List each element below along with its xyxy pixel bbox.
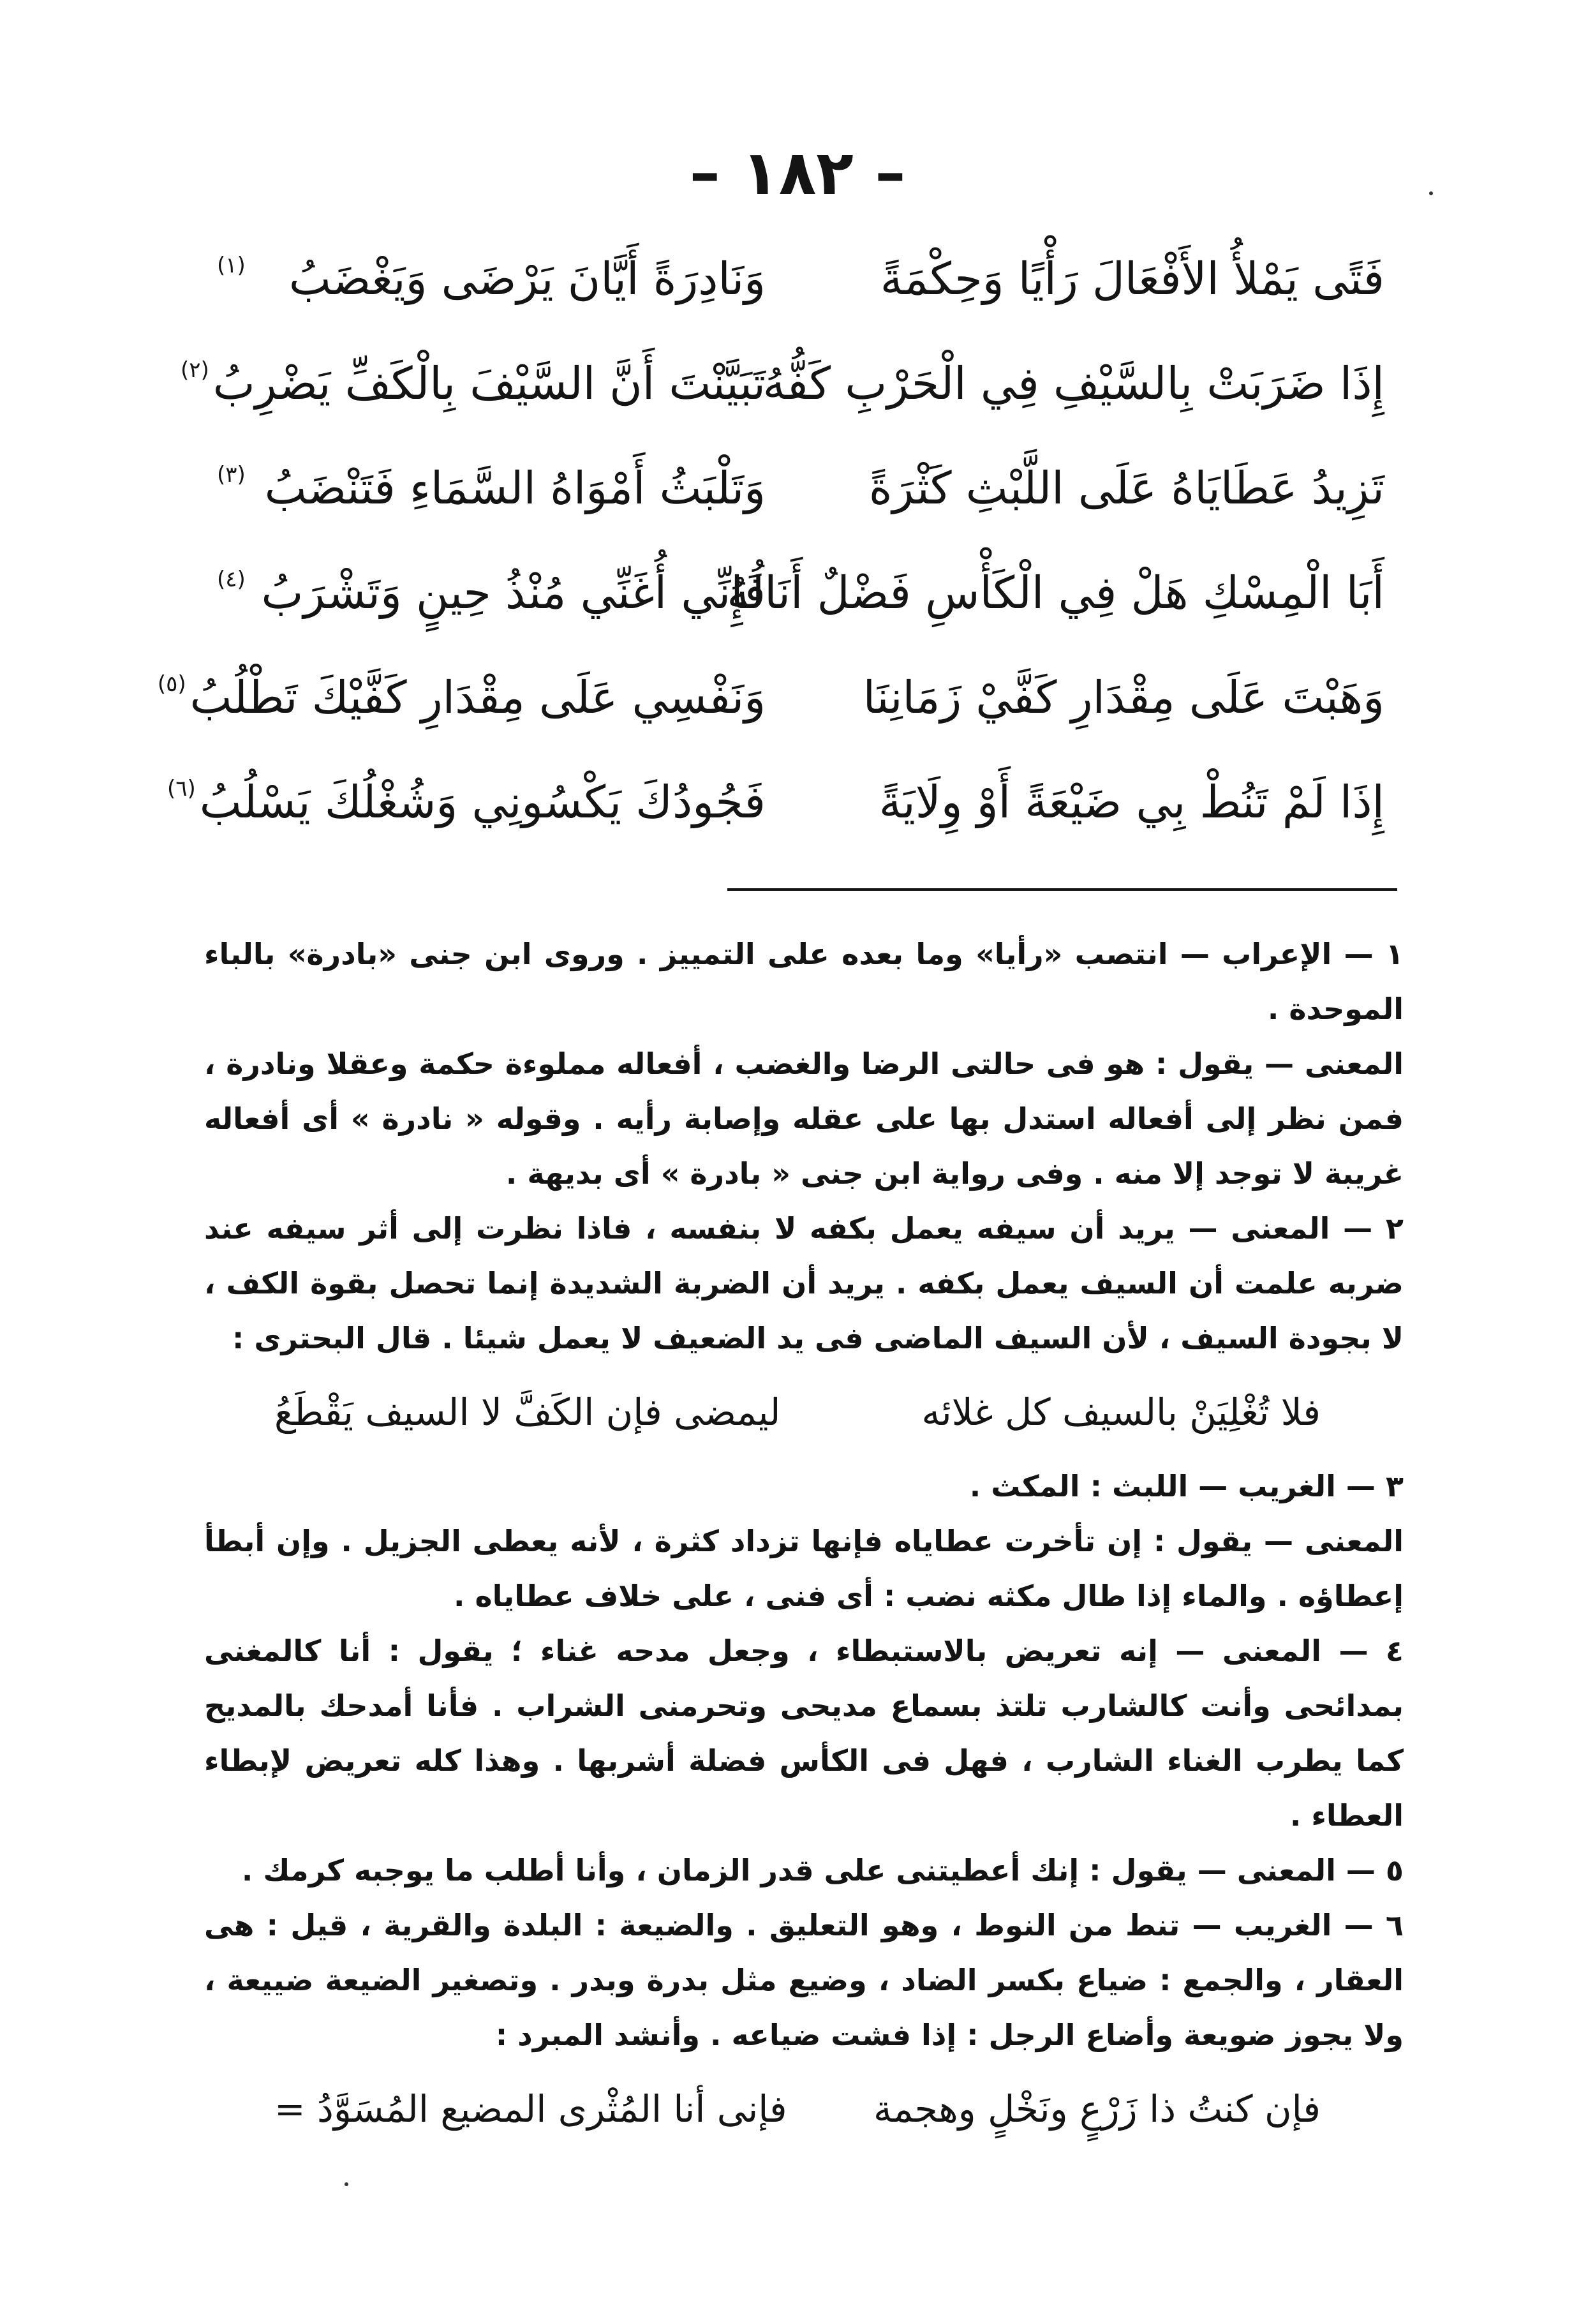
verse-3-second-text: وَتَلْبَثُ أَمْوَاهُ السَّمَاءِ فَتَنْضَبُ — [264, 462, 766, 514]
footnote-divider — [727, 888, 1397, 891]
footnote-ref-5: (٥) — [157, 671, 186, 697]
quote-mubarrad — [274, 2074, 1321, 2144]
poem-verses — [157, 227, 1384, 854]
quote-bohtori-first: فلا تُغْلِيَنْ بالسيف كل غلائه — [921, 1390, 1321, 1434]
verse-3-first-hemistich: تَزِيدُ عَطَايَاهُ عَلَى اللَّبْثِ كَثْرَةً — [868, 462, 1384, 514]
footnote-ref-1: (١) — [217, 253, 246, 278]
footnote-ref-4: (٤) — [217, 567, 246, 592]
footnote-ref-2: (٢) — [180, 357, 209, 383]
quote-mubarrad-first: فإن كنتُ ذا زَرْعٍ ونَخْلٍ وهجمة — [873, 2087, 1321, 2131]
footnotes — [204, 927, 1404, 2156]
quote-bohtori — [274, 1377, 1321, 1447]
footnote-1-grammar: ١ — الإعراب — انتصب «رأيا» وما بعده على التمييز . وروى ابن جنى «بادرة» بالباء الموحدة . — [204, 937, 1404, 1026]
verse-3-second-hemistich — [217, 462, 766, 514]
footnote-1-meaning: المعنى — يقول : هو فى حالتى الرضا والغضب ، أفعاله مملوءة حكمة وعقلا ونادرة ، فمن نظر إلى أفعاله استدل بها على عقله وإصابة رأيه . وقوله « نادرة » أى أفعاله غريبة لا توجد إلا منه . وفى رواية ابن جنى « بادرة » أى بديهة . — [204, 1047, 1404, 1191]
verse-5-first-hemistich: وَهَبْتَ عَلَى مِقْدَارِ كَفَّيْ زَمَانِنَا — [863, 671, 1384, 724]
verse-6-second-text: فَجُودُكَ يَكْسُونِي وَشُغْلُكَ يَسْلُبُ — [199, 776, 766, 828]
scan-speck — [1429, 191, 1433, 195]
verse-5-second-text: وَنَفْسِي عَلَى مِقْدَارِ كَفَّيْكَ تَطْلُبُ — [189, 671, 766, 724]
page-number: – ١٨٢ – — [689, 137, 906, 209]
verse-6-first-hemistich: إِذَا لَمْ تَنُطْ بِي ضَيْعَةً أَوْ وِلَايَةً — [879, 776, 1384, 828]
verse-4-first-hemistich: أَبَا الْمِسْكِ هَلْ فِي الْكَأْسِ فَضْلٌ أَنَالُهُ — [727, 567, 1384, 619]
verse-4 — [217, 540, 1384, 645]
footnote-ref-3: (٣) — [217, 462, 246, 488]
verse-2-second-text: تَبَيَّنْتَ أَنَّ السَّيْفَ بِالْكَفِّ يَضْرِبُ — [212, 357, 766, 410]
verse-2-second-hemistich — [180, 357, 766, 410]
verse-1-second-text: وَنَادِرَةً أَيَّانَ يَرْضَى وَيَغْضَبُ — [288, 253, 766, 305]
verse-1-second-hemistich — [217, 253, 766, 305]
quote-mubarrad-second: فإنى أنا المُثْرى المضيع المُسَوَّدُ = — [274, 2087, 787, 2131]
verse-1-first-hemistich: فَتًى يَمْلأُ الأَفْعَالَ رَأْيًا وَحِكْمَةً — [880, 253, 1384, 305]
footnote-6-vocabulary: ٦ — الغريب — تنط من النوط ، وهو التعليق . والضيعة : البلدة والقرية ، قيل : هى العقار ، والجمع : ضياع بكسر الضاد ، وضيع مثل بدرة وبدر . وتصغير الضيعة ضييعة ، ولا يجوز ضويعة وأضاع الرجل : إذا فشت ضياعه . وأنشد المبرد : — [204, 1908, 1404, 2052]
quote-bohtori-second: ليمضى فإن الكَفَّ لا السيف يَقْطَعُ — [274, 1390, 781, 1434]
verse-1 — [217, 227, 1384, 331]
verse-6-second-hemistich — [167, 776, 766, 828]
verse-5 — [157, 645, 1384, 750]
verse-2-first-hemistich: إِذَا ضَرَبَتْ بِالسَّيْفِ فِي الْحَرْبِ كَفُّهُ — [762, 357, 1384, 410]
footnote-2-meaning: ٢ — المعنى — يريد أن سيفه يعمل بكفه لا بنفسه ، فاذا نظرت إلى أثر سيفه عند ضربه علمت أن السيف يعمل بكفه . يريد أن الضربة الشديدة إنما تحصل بقوة الكف ، لا بجودة السيف ، لأن السيف الماضى فى يد الضعيف لا يعمل شيئا . قال البحترى : — [204, 1211, 1404, 1355]
footnote-ref-6: (٦) — [167, 776, 196, 801]
footnote-3-vocabulary: ٣ — الغريب — اللبث : المكث . — [969, 1469, 1404, 1503]
verse-4-second-hemistich — [217, 567, 766, 619]
footnote-3-meaning: المعنى — يقول : إن تأخرت عطاياه فإنها تزداد كثرة ، لأنه يعطى الجزيل . وإن أبطأ إعطاؤه . والماء إذا طال مكثه نضب : أى فنى ، على خلاف عطاياه . — [204, 1524, 1404, 1613]
scan-speck — [345, 2182, 348, 2186]
footnote-5-meaning: ٥ — المعنى — يقول : إنك أعطيتنى على قدر الزمان ، وأنا أطلب ما يوجبه كرمك . — [241, 1853, 1404, 1888]
verse-5-second-hemistich — [157, 671, 766, 724]
verse-2 — [180, 331, 1384, 436]
footnote-4-meaning: ٤ — المعنى — إنه تعريض بالاستبطاء ، وجعل مدحه غناء ؛ يقول : أنا كالمغنى بمدائحى وأنت كالشارب تلتذ بسماع مديحى وتحرمنى الشراب . فأنا أمدحك بالمديح كما يطرب الغناء الشارب ، فهل فى الكأس فضلة أشربها . وهذا كله تعريض لإبطاء العطاء . — [204, 1634, 1404, 1833]
verse-4-second-text: فَإِنِّي أُغَنِّي مُنْذُ حِينٍ وَتَشْرَبُ — [261, 567, 766, 619]
verse-6 — [167, 750, 1384, 854]
verse-3 — [217, 436, 1384, 540]
